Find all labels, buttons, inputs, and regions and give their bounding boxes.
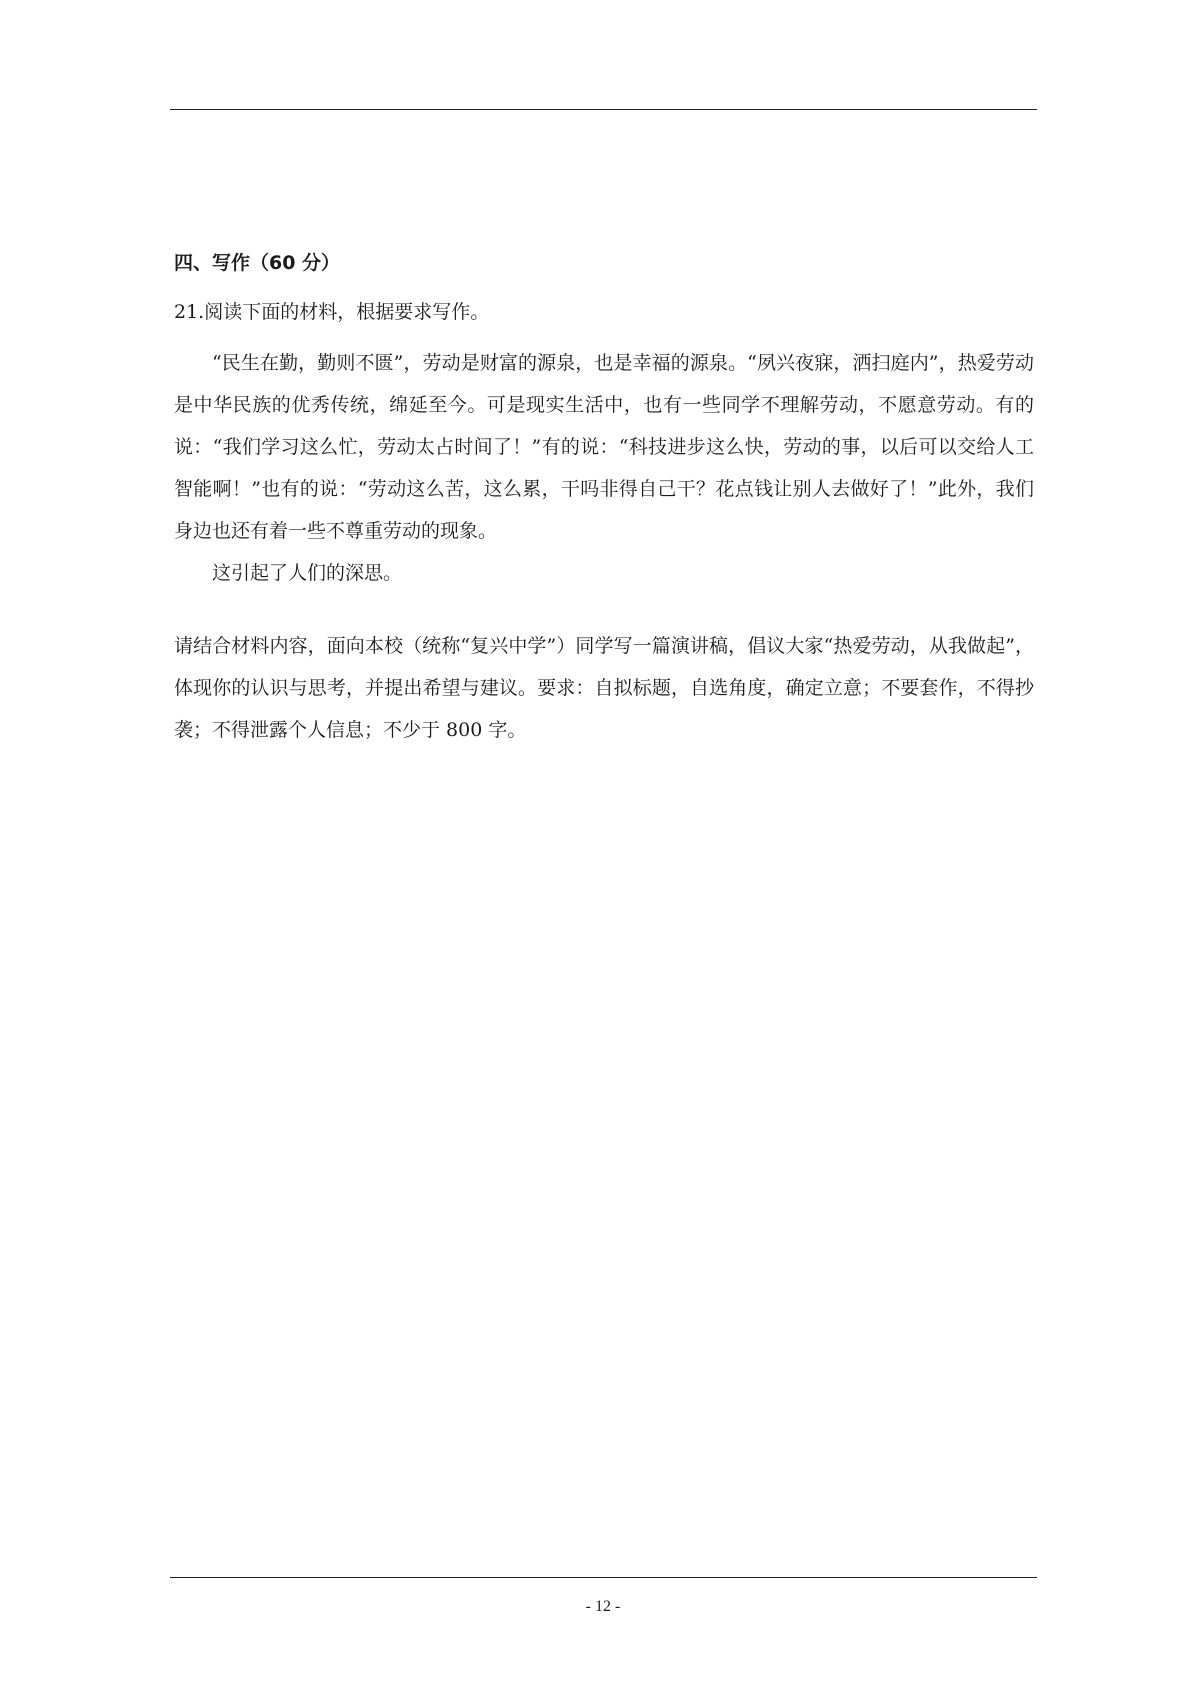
header-rule (170, 109, 1037, 110)
material-paragraph: 这引起了人们的深思。 (212, 562, 403, 584)
material-paragraph: “民生在勤，勤则不匮”，劳动是财富的源泉，也是幸福的源泉。“夙兴夜寐，洒扫庭内”，热爱劳动是中华民族的优秀传统，绵延至今。可是现实生活中，也有一些同学不理解劳动，不愿意劳动。有的说：“我们学习这么忙，劳动太占时间了！”有的说：“科技进步这么快，劳动的事，以后可以交给人工智能啊！”也有的说：“劳动这么苦，这么累，干吗非得自己干？花点钱让别人去做好了！”此外，我们身边也还有着一些不尊重劳动的现象。 (174, 352, 1034, 542)
section-heading: 四、写作（60 分） (174, 252, 341, 274)
task-text: 请结合材料内容，面向本校（统称“复兴中学”）同学写一篇演讲稿，倡议大家“热爱劳动，从我做起”，体现你的认识与思考，并提出希望与建议。要求：自拟标题，自选角度，确定立意；不要套作，不得抄袭；不得泄露个人信息；不少于 800 字。 (174, 635, 1034, 741)
footer-rule (170, 1577, 1037, 1578)
page-number: - 12 - (585, 1598, 621, 1615)
question-prompt: 21.阅读下面的材料，根据要求写作。 (174, 301, 490, 323)
writing-task (174, 625, 1034, 751)
reading-material (174, 342, 1034, 594)
